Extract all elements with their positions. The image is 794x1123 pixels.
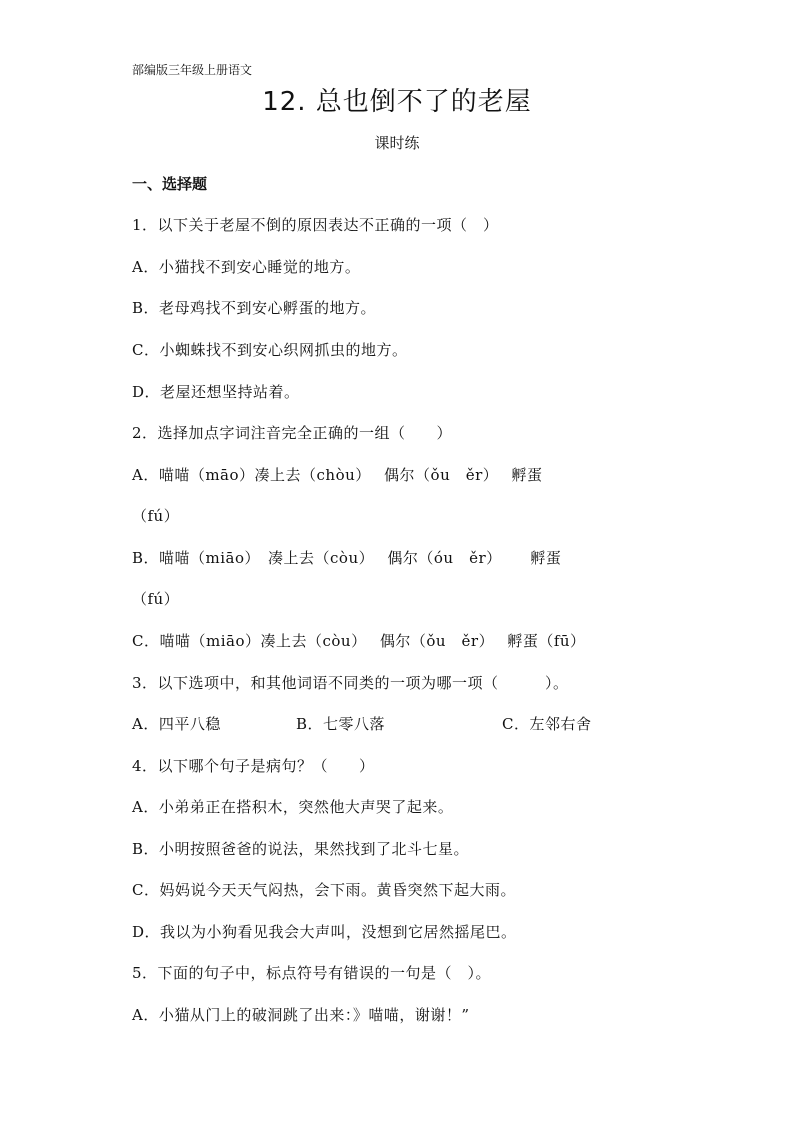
page-title: 12. 总也倒不了的老屋 [262, 87, 532, 117]
question-1-option-d: D．老屋还想坚持站着。 [132, 383, 300, 401]
question-3-option-c: C．左邻右舍 [502, 715, 592, 733]
question-1-option-b: B．老母鸡找不到安心孵蛋的地方。 [132, 299, 377, 317]
question-2-stem: 2．选择加点字词注音完全正确的一组（ ） [132, 424, 453, 442]
question-4-stem: 4．以下哪个句子是病句？（ ） [132, 757, 375, 775]
question-4-option-d: D．我以为小狗看见我会大声叫，没想到它居然摇尾巴。 [132, 923, 517, 941]
section-title: 一、选择题 [132, 175, 208, 193]
question-4-option-c: C．妈妈说今天天气闷热，会下雨。黄昏突然下起大雨。 [132, 881, 516, 899]
question-4-option-a: A．小弟弟正在搭积木，突然他大声哭了起来。 [132, 798, 454, 816]
page-subtitle: 课时练 [374, 134, 420, 152]
question-1-stem: 1．以下关于老屋不倒的原因表达不正确的一项（ ） [132, 216, 499, 234]
question-2-option-b: B．喵喵（miāo） 凑上去（còu） 偶尔（óu ěr） 孵蛋 [132, 549, 562, 567]
question-4-option-b: B．小明按照爸爸的说法，果然找到了北斗七星。 [132, 840, 470, 858]
question-3-stem: 3．以下选项中，和其他词语不同类的一项为哪一项（ ）。 [132, 674, 569, 692]
question-2-option-b-cont: （fú） [132, 590, 180, 608]
question-3-option-a: A．四平八稳 [132, 715, 221, 733]
header-text: 部编版三年级上册语文 [132, 63, 253, 77]
question-2-option-a: A．喵喵（māo）凑上去（chòu） 偶尔（ǒu ěr） 孵蛋 [132, 466, 543, 484]
question-1-option-c: C．小蜘蛛找不到安心织网抓虫的地方。 [132, 341, 408, 359]
question-2-option-a-cont: （fú） [132, 507, 180, 525]
question-5-option-a: A．小猫从门上的破洞跳了出来：》喵喵，谢谢！” [132, 1006, 470, 1024]
question-5-stem: 5．下面的句子中，标点符号有错误的一句是（ ）。 [132, 964, 492, 982]
question-3-option-b: B．七零八落 [296, 715, 386, 733]
question-2-option-c: C．喵喵（miāo）凑上去（còu） 偶尔（ǒu ěr） 孵蛋（fū） [132, 632, 586, 650]
question-1-option-a: A．小猫找不到安心睡觉的地方。 [132, 258, 361, 276]
